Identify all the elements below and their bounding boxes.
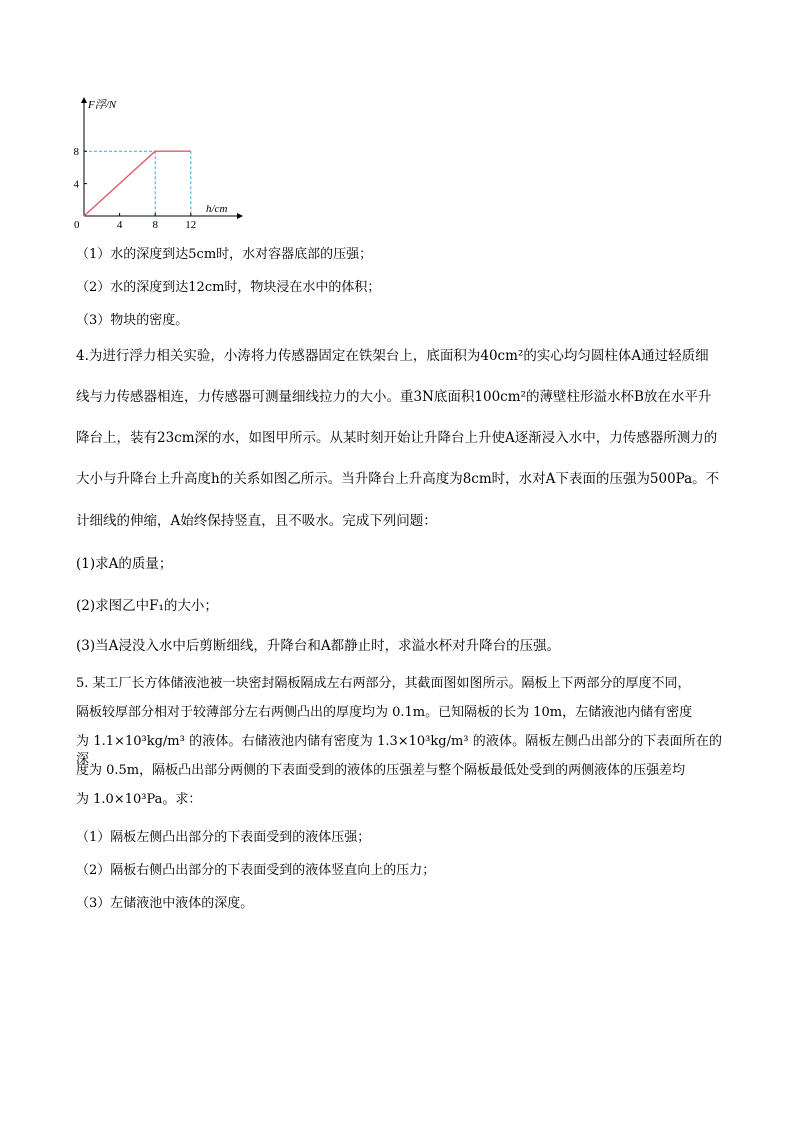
y-tick-label: 8 <box>73 146 79 159</box>
force-depth-chart <box>64 96 244 236</box>
q4-line-1: 4.为进行浮力相关实验，小涛将力传感器固定在铁架台上，底面积为40cm²的实心均匀圆柱体A通过轻质细 <box>76 348 709 364</box>
q5-item-1: （1）隔板左侧凸出部分的下表面受到的液体压强； <box>76 830 371 845</box>
q4-sub-1: (1)求A的质量； <box>76 556 173 572</box>
buoyancy-line <box>84 151 191 216</box>
q4-sub-2: (2)求图乙中F₁的大小； <box>76 598 218 614</box>
y-tick-label: 4 <box>73 178 79 191</box>
q5-line-5: 为 1.0×10³Pa。求： <box>76 792 202 807</box>
q3-item-2: （2）水的深度到达12cm时，物块浸在水中的体积； <box>76 280 381 295</box>
q5-line-3: 为 1.1×10³kg/m³ 的液体。右储液池内储有密度为 1.3×10³kg/m³ 的液体。隔板左侧凸出部分的下表面所在的深 <box>76 734 722 767</box>
q5-item-3: （3）左储液池中液体的深度。 <box>76 896 254 911</box>
q5-line-1: 5. 某工厂长方体储液池被一块密封隔板隔成左右两部分，其截面图如图所示。隔板上下两部分的厚度不同， <box>76 676 691 691</box>
q4-line-5: 计细线的伸缩，A始终保持竖直，且不吸水。完成下列问题： <box>76 513 437 529</box>
q5-item-2: （2）隔板右侧凸出部分的下表面受到的液体竖直向上的压力； <box>76 863 436 878</box>
x-tick-label: 12 <box>185 219 197 231</box>
q4-line-3: 降台上，装有23cm深的水，如图甲所示。从某时刻开始让升降台上升使A逐渐浸入水中，力传感器所测力的 <box>76 430 718 446</box>
q4-sub-3: (3)当A浸没入水中后剪断细线，升降台和A都静止时，求溢水杯对升降台的压强。 <box>76 638 561 654</box>
x-tick-label: 8 <box>152 219 158 231</box>
q4-line-4: 大小与升降台上升高度h的关系如图乙所示。当升降台上升高度为8cm时，水对A下表面的压强为500Pa。不 <box>76 471 720 487</box>
x-tick-label: 4 <box>116 219 123 231</box>
x-axis-label: h/cm <box>206 203 228 215</box>
q4-line-2: 线与力传感器相连，力传感器可测量细线拉力的大小。重3N底面积100cm²的薄壁柱形溢水杯B放在水平升 <box>76 389 712 405</box>
origin-label: 0 <box>74 219 80 231</box>
y-axis-label: F浮/N <box>88 99 117 111</box>
chart-svg <box>64 96 244 236</box>
q3-item-1: （1）水的深度到达5cm时，水对容器底部的压强； <box>76 247 373 262</box>
q5-line-2: 隔板较厚部分相对于较薄部分左右两侧凸出的厚度均为 0.1m。已知隔板的长为 10m，左储液池内储有密度 <box>76 705 693 720</box>
q5-line-4: 度为 0.5m，隔板凸出部分两侧的下表面受到的液体的压强差与整个隔板最低处受到的两侧液体的压强差均 <box>76 763 686 778</box>
q3-item-3: （3）物块的密度。 <box>76 313 189 328</box>
